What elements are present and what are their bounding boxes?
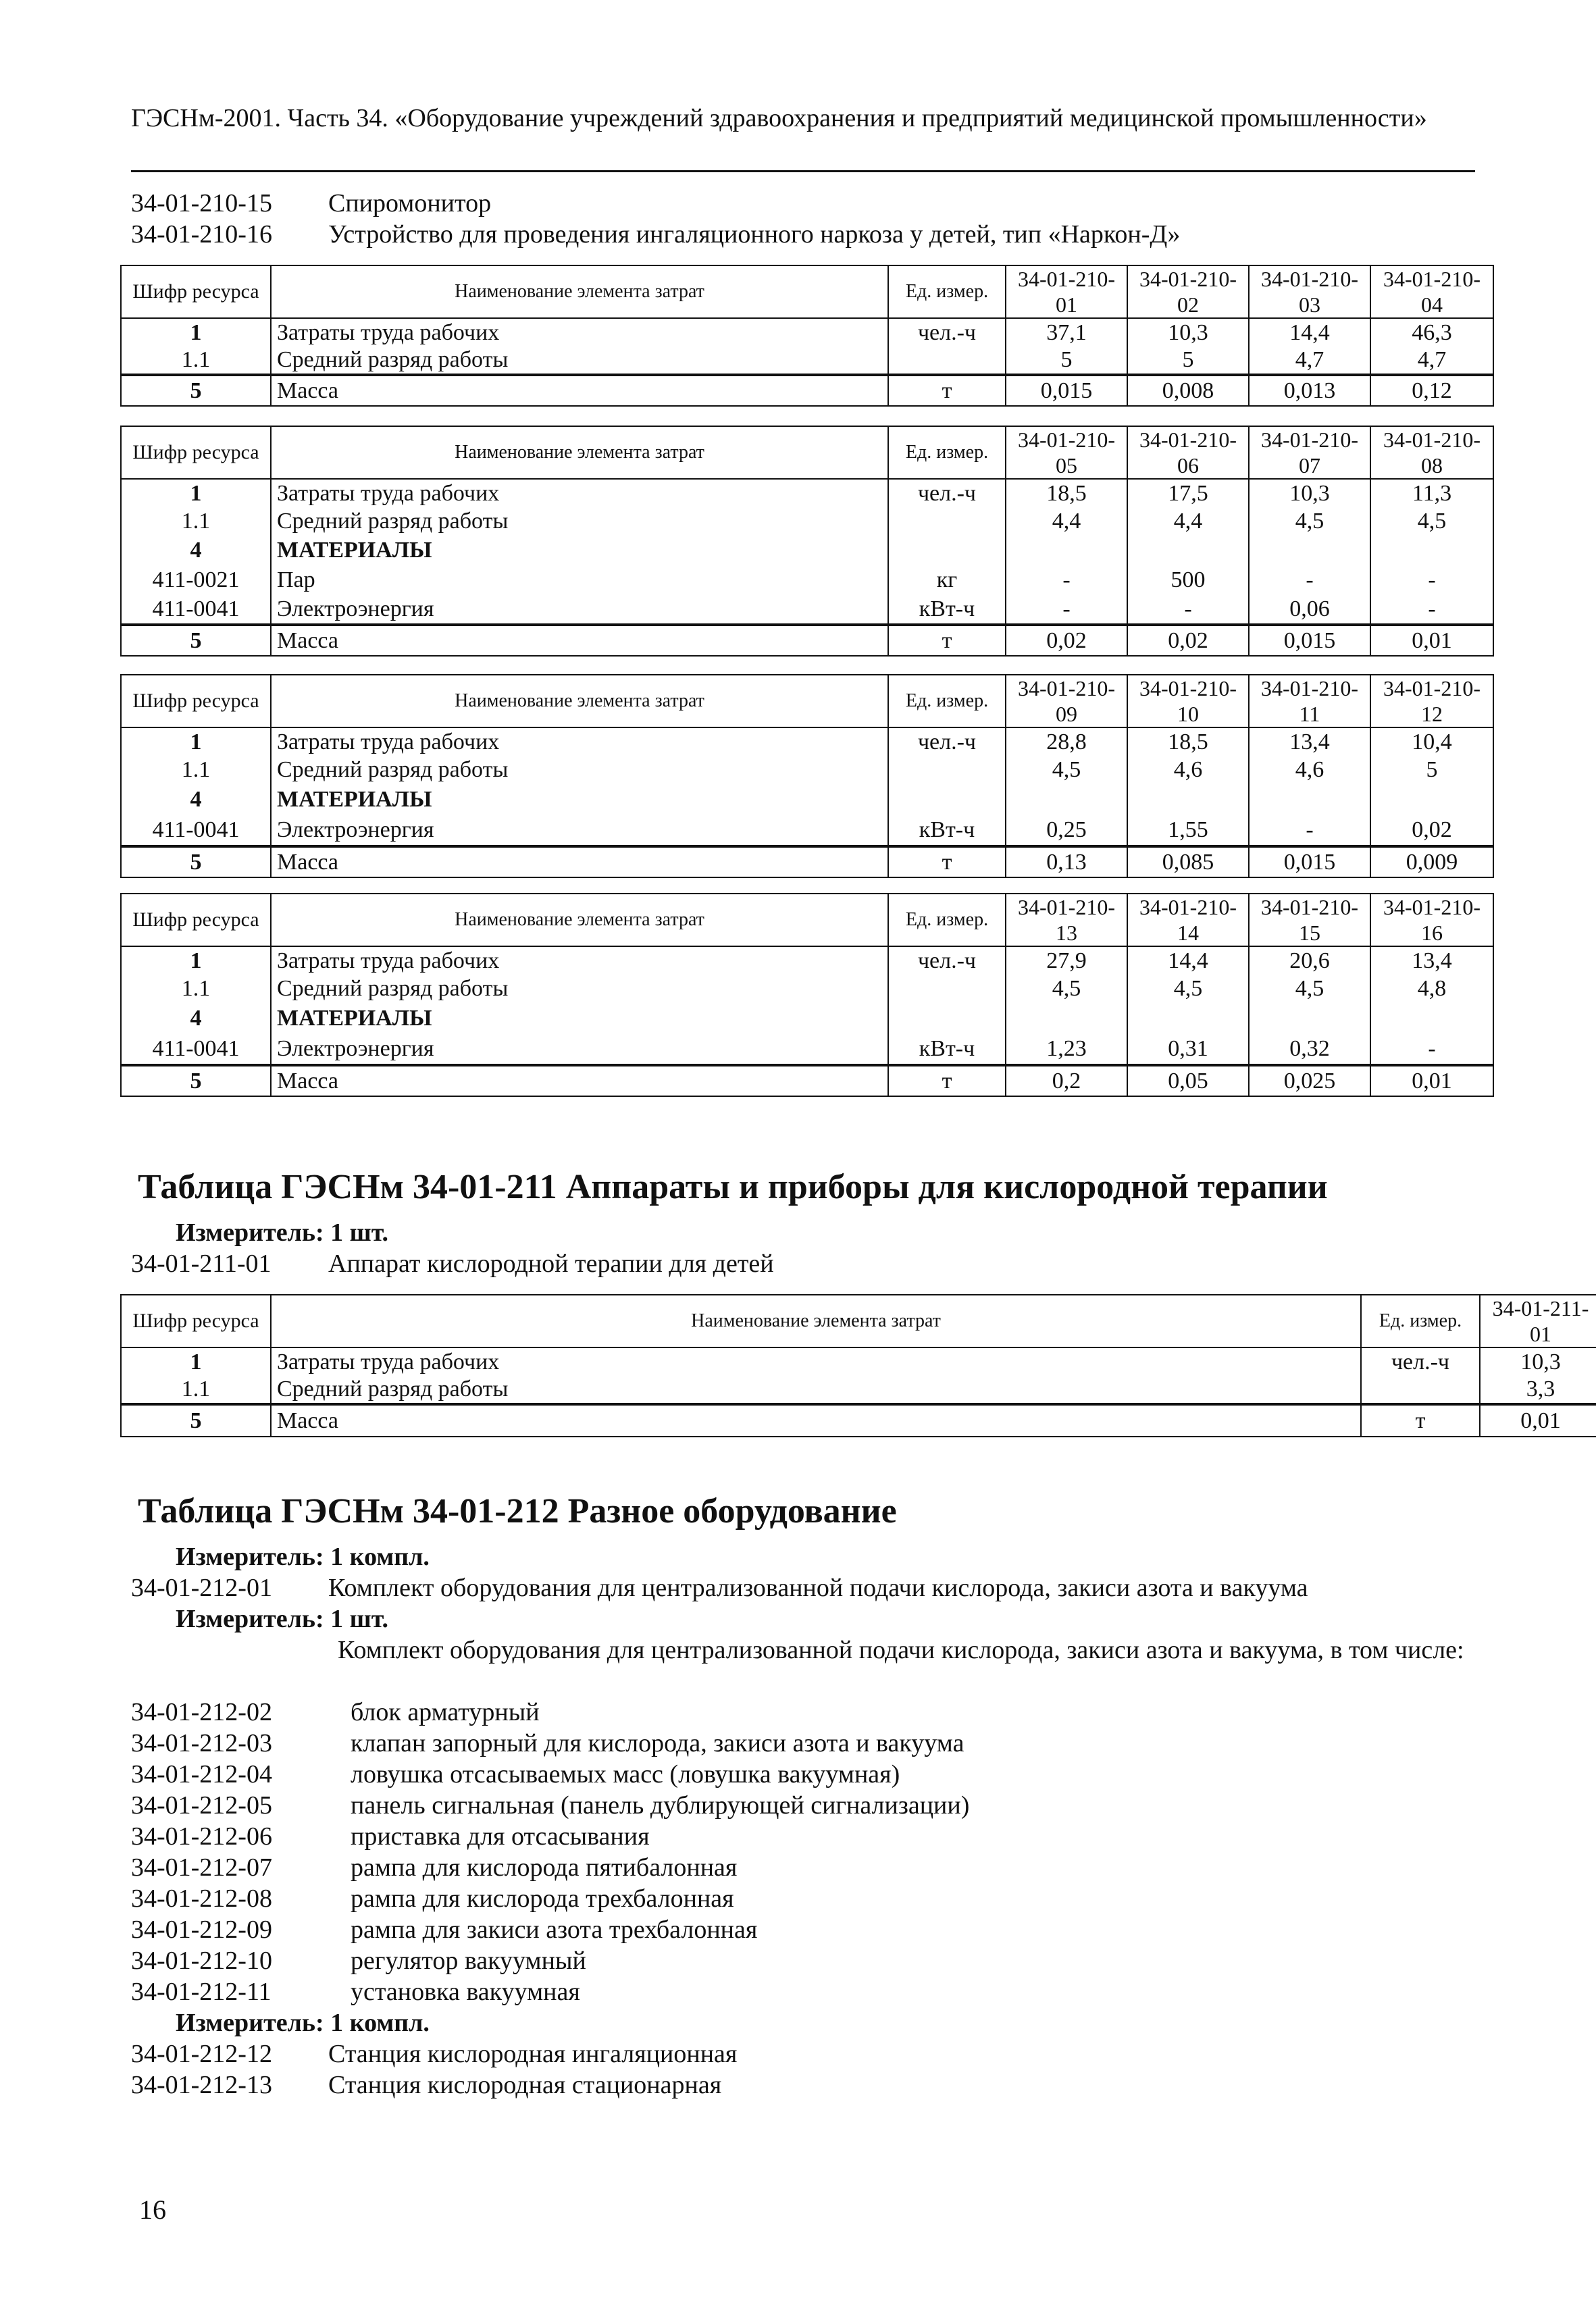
- row-value: 0,015: [1249, 625, 1370, 656]
- unit-header: Ед. измер.: [888, 265, 1006, 318]
- row-value: 13,4: [1249, 727, 1370, 756]
- table-row: [121, 1376, 1596, 1404]
- row-code: 411-0041: [121, 1034, 271, 1065]
- row-name: Электроэнергия: [271, 1034, 888, 1065]
- row-value: [1127, 1003, 1249, 1034]
- row-value: 5: [1127, 346, 1249, 375]
- row-value: 0,01: [1370, 1065, 1493, 1096]
- row-value: 20,6: [1249, 946, 1370, 975]
- cost-name-header: Наименование элемента затрат: [271, 426, 888, 479]
- row-value: 11,3: [1370, 479, 1493, 507]
- norm-code-header: 34-01-210-15: [1249, 894, 1370, 946]
- row-code: 411-0041: [121, 595, 271, 625]
- row-value: 0,01: [1480, 1404, 1596, 1437]
- item-code: 34-01-212-01: [131, 1574, 272, 1602]
- table-row: [121, 595, 1493, 625]
- row-code: 1: [121, 479, 271, 507]
- row-value: 4,4: [1006, 507, 1127, 536]
- item-code: 34-01-212-05: [131, 1791, 272, 1820]
- item-name: установка вакуумная: [351, 1978, 580, 2006]
- table-row: [121, 507, 1493, 536]
- item-code: 34-01-210-16: [131, 220, 272, 249]
- row-name: Средний разряд работы: [271, 756, 888, 784]
- row-unit: [888, 536, 1006, 565]
- measure-unit: Измеритель: 1 шт.: [176, 1218, 389, 1247]
- row-value: [1370, 784, 1493, 815]
- row-code: 5: [121, 625, 271, 656]
- table-header-row: [121, 1295, 1596, 1347]
- row-value: -: [1370, 595, 1493, 625]
- table-row: [121, 536, 1493, 565]
- row-value: 4,7: [1249, 346, 1370, 375]
- row-code: 1.1: [121, 346, 271, 375]
- res-code-header: Шифр ресурса: [121, 894, 271, 946]
- row-value: [1370, 1003, 1493, 1034]
- norm-code-header: 34-01-211-01: [1480, 1295, 1596, 1347]
- row-code: 1: [121, 946, 271, 975]
- item-line: [131, 1572, 1308, 1603]
- row-value: 0,31: [1127, 1034, 1249, 1065]
- row-unit: [888, 784, 1006, 815]
- table-row: [121, 1003, 1493, 1034]
- row-value: 10,3: [1249, 479, 1370, 507]
- row-name: Масса: [271, 625, 888, 656]
- sub-item-line: [131, 1759, 900, 1790]
- row-unit: чел.-ч: [888, 479, 1006, 507]
- row-value: 4,4: [1127, 507, 1249, 536]
- row-value: [1249, 1003, 1370, 1034]
- table-row: [121, 565, 1493, 595]
- row-value: 18,5: [1127, 727, 1249, 756]
- sub-item-line: [131, 1976, 580, 2007]
- item-code: 34-01-212-13: [131, 2071, 272, 2099]
- sub-item-line: [131, 1914, 757, 1945]
- row-value: 4,5: [1127, 975, 1249, 1003]
- row-unit: чел.-ч: [888, 946, 1006, 975]
- sub-item-line: [131, 1883, 734, 1914]
- row-name: Электроэнергия: [271, 595, 888, 625]
- row-value: 0,02: [1370, 815, 1493, 846]
- cost-name-header: Наименование элемента затрат: [271, 675, 888, 727]
- row-value: 0,25: [1006, 815, 1127, 846]
- norm-code-header: 34-01-210-13: [1006, 894, 1127, 946]
- norm-code-header: 34-01-210-14: [1127, 894, 1249, 946]
- res-code-header: Шифр ресурса: [121, 426, 271, 479]
- row-value: [1249, 784, 1370, 815]
- row-unit: чел.-ч: [888, 727, 1006, 756]
- item-line: [131, 1248, 774, 1279]
- row-value: 0,015: [1006, 375, 1127, 406]
- header-divider: [131, 170, 1475, 172]
- row-value: -: [1370, 565, 1493, 595]
- row-value: 0,008: [1127, 375, 1249, 406]
- page-number: 16: [139, 2194, 166, 2225]
- item-name: ловушка отсасываемых масс (ловушка вакуумная): [351, 1760, 900, 1789]
- row-name: Масса: [271, 846, 888, 877]
- item-code: 34-01-212-06: [131, 1822, 272, 1851]
- row-unit: [888, 507, 1006, 536]
- measure-unit: Измеритель: 1 компл.: [176, 2009, 430, 2037]
- item-name: рампа для кислорода трехбалонная: [351, 1884, 734, 1913]
- row-code: 411-0041: [121, 815, 271, 846]
- measure-unit: Измеритель: 1 компл.: [176, 1543, 430, 1571]
- row-value: 0,13: [1006, 846, 1127, 877]
- norm-table-211: [120, 1294, 1596, 1437]
- row-code: 1.1: [121, 756, 271, 784]
- row-value: 1,23: [1006, 1034, 1127, 1065]
- row-code: 411-0021: [121, 565, 271, 595]
- row-name: МАТЕРИАЛЫ: [271, 784, 888, 815]
- row-unit: [888, 1003, 1006, 1034]
- cost-name-header: Наименование элемента затрат: [271, 894, 888, 946]
- row-code: 1.1: [121, 507, 271, 536]
- item-name: Устройство для проведения ингаляционного наркоза у детей, тип «Наркон-Д»: [328, 220, 1181, 249]
- item-name: Комплект оборудования для централизованной подачи кислорода, закиси азота и вакуума: [328, 1574, 1308, 1602]
- item-code: 34-01-212-09: [131, 1916, 272, 1944]
- unit-header: Ед. измер.: [1361, 1295, 1480, 1347]
- sub-item-line: [131, 1852, 737, 1883]
- norm-code-header: 34-01-210-03: [1249, 265, 1370, 318]
- row-value: 13,4: [1370, 946, 1493, 975]
- row-name: Электроэнергия: [271, 815, 888, 846]
- row-unit: т: [1361, 1404, 1480, 1437]
- item-name: рампа для закиси азота трехбалонная: [351, 1916, 758, 1944]
- norm-table-210-05-08: [120, 426, 1494, 657]
- norm-code-header: 34-01-210-02: [1127, 265, 1249, 318]
- row-value: 4,5: [1249, 507, 1370, 536]
- row-value: 0,2: [1006, 1065, 1127, 1096]
- row-code: 1: [121, 1347, 271, 1376]
- row-name: Средний разряд работы: [271, 507, 888, 536]
- row-value: 18,5: [1006, 479, 1127, 507]
- sub-item-line: [131, 1821, 650, 1852]
- item-name: блок арматурный: [351, 1698, 540, 1726]
- item-line: [131, 2069, 721, 2101]
- table-row: [121, 346, 1493, 375]
- row-unit: [1361, 1376, 1480, 1404]
- row-value: 14,4: [1249, 318, 1370, 346]
- item-line: [131, 2038, 737, 2069]
- row-unit: чел.-ч: [1361, 1347, 1480, 1376]
- row-value: 10,3: [1127, 318, 1249, 346]
- row-name: Масса: [271, 1404, 1361, 1437]
- row-value: 28,8: [1006, 727, 1127, 756]
- item-code: 34-01-212-08: [131, 1884, 272, 1913]
- table-header-row: [121, 265, 1493, 318]
- res-code-header: Шифр ресурса: [121, 265, 271, 318]
- row-code: 5: [121, 1404, 271, 1437]
- sub-item-line: [131, 1945, 586, 1976]
- row-name: Масса: [271, 1065, 888, 1096]
- row-value: 5: [1006, 346, 1127, 375]
- item-name: рампа для кислорода пятибалонная: [351, 1853, 738, 1882]
- row-value: [1127, 784, 1249, 815]
- measure-unit: Измеритель: 1 шт.: [176, 1605, 389, 1633]
- table-row-mass: [121, 375, 1493, 406]
- row-unit: кВт-ч: [888, 815, 1006, 846]
- row-value: 37,1: [1006, 318, 1127, 346]
- norm-code-header: 34-01-210-16: [1370, 894, 1493, 946]
- norm-table-210-01-04: [120, 265, 1494, 407]
- row-name: Пар: [271, 565, 888, 595]
- row-value: -: [1249, 815, 1370, 846]
- row-unit: [888, 975, 1006, 1003]
- row-code: 4: [121, 536, 271, 565]
- row-name: Затраты труда рабочих: [271, 946, 888, 975]
- row-value: 4,5: [1249, 975, 1370, 1003]
- row-unit: т: [888, 846, 1006, 877]
- item-code: 34-01-212-03: [131, 1729, 272, 1757]
- unit-header: Ед. измер.: [888, 426, 1006, 479]
- row-value: 4,6: [1249, 756, 1370, 784]
- row-name: МАТЕРИАЛЫ: [271, 1003, 888, 1034]
- row-code: 5: [121, 1065, 271, 1096]
- row-value: 0,32: [1249, 1034, 1370, 1065]
- norm-code-header: 34-01-210-09: [1006, 675, 1127, 727]
- item-line: [131, 188, 491, 219]
- table-row-mass: [121, 846, 1493, 877]
- row-value: [1006, 536, 1127, 565]
- row-unit: чел.-ч: [888, 318, 1006, 346]
- row-value: 4,6: [1127, 756, 1249, 784]
- item-code: 34-01-212-11: [131, 1978, 272, 2006]
- row-value: 0,025: [1249, 1065, 1370, 1096]
- table-header-row: [121, 426, 1493, 479]
- row-code: 1.1: [121, 975, 271, 1003]
- item-code: 34-01-212-04: [131, 1760, 272, 1789]
- unit-header: Ед. измер.: [888, 675, 1006, 727]
- row-unit: т: [888, 1065, 1006, 1096]
- norm-code-header: 34-01-210-07: [1249, 426, 1370, 479]
- row-value: 10,3: [1480, 1347, 1596, 1376]
- table-row-mass: [121, 1404, 1596, 1437]
- item-name: клапан запорный для кислорода, закиси азота и вакуума: [351, 1729, 964, 1757]
- group-description: Комплект оборудования для централизованной подачи кислорода, закиси азота и вакуума, в том числе:: [338, 1636, 1464, 1664]
- sub-item-line: [131, 1728, 964, 1759]
- row-value: -: [1006, 595, 1127, 625]
- row-code: 1: [121, 727, 271, 756]
- row-unit: т: [888, 375, 1006, 406]
- row-name: Затраты труда рабочих: [271, 727, 888, 756]
- row-value: [1249, 536, 1370, 565]
- row-value: [1006, 784, 1127, 815]
- res-code-header: Шифр ресурса: [121, 1295, 271, 1347]
- item-code: 34-01-212-12: [131, 2040, 272, 2068]
- norm-code-header: 34-01-210-05: [1006, 426, 1127, 479]
- norm-code-header: 34-01-210-04: [1370, 265, 1493, 318]
- item-name: приставка для отсасывания: [351, 1822, 650, 1851]
- table-row: [121, 479, 1493, 507]
- row-code: 1.1: [121, 1376, 271, 1404]
- item-name: Станция кислородная ингаляционная: [328, 2040, 738, 2068]
- row-value: [1127, 536, 1249, 565]
- item-name: регулятор вакуумный: [351, 1947, 586, 1975]
- row-code: 4: [121, 784, 271, 815]
- row-value: 4,5: [1370, 507, 1493, 536]
- row-code: 1: [121, 318, 271, 346]
- item-name: Станция кислородная стационарная: [328, 2071, 722, 2099]
- row-name: Затраты труда рабочих: [271, 318, 888, 346]
- sub-item-line: [131, 1790, 969, 1821]
- row-name: Средний разряд работы: [271, 346, 888, 375]
- row-value: 0,013: [1249, 375, 1370, 406]
- item-code: 34-01-212-07: [131, 1853, 272, 1882]
- row-value: 4,8: [1370, 975, 1493, 1003]
- cost-name-header: Наименование элемента затрат: [271, 265, 888, 318]
- cost-name-header: Наименование элемента затрат: [271, 1295, 1361, 1347]
- row-name: Средний разряд работы: [271, 975, 888, 1003]
- row-value: [1006, 1003, 1127, 1034]
- row-unit: кВт-ч: [888, 1034, 1006, 1065]
- row-value: -: [1249, 565, 1370, 595]
- table-row: [121, 784, 1493, 815]
- row-name: Средний разряд работы: [271, 1376, 1361, 1404]
- sub-item-line: [131, 1697, 540, 1728]
- table-header-row: [121, 894, 1493, 946]
- row-unit: кг: [888, 565, 1006, 595]
- item-name: панель сигнальная (панель дублирующей сигнализации): [351, 1791, 970, 1820]
- table-row: [121, 975, 1493, 1003]
- row-value: 500: [1127, 565, 1249, 595]
- row-value: 4,7: [1370, 346, 1493, 375]
- table-212-title: Таблица ГЭСНм 34-01-212 Разное оборудование: [138, 1492, 897, 1531]
- norm-code-header: 34-01-210-06: [1127, 426, 1249, 479]
- row-value: -: [1127, 595, 1249, 625]
- norm-table-210-13-16: [120, 893, 1494, 1097]
- norm-table-210-09-12: [120, 674, 1494, 878]
- row-code: 5: [121, 375, 271, 406]
- table-row: [121, 318, 1493, 346]
- item-code: 34-01-211-01: [131, 1250, 272, 1278]
- row-name: Затраты труда рабочих: [271, 1347, 1361, 1376]
- item-name: Спиромонитор: [328, 189, 492, 217]
- table-row: [121, 1034, 1493, 1065]
- row-value: 5: [1370, 756, 1493, 784]
- row-value: 17,5: [1127, 479, 1249, 507]
- table-row: [121, 756, 1493, 784]
- page-header: ГЭСНм-2001. Часть 34. «Оборудование учреждений здравоохранения и предприятий медицинской промышленности»: [131, 104, 1427, 132]
- row-value: 0,01: [1370, 625, 1493, 656]
- table-header-row: [121, 675, 1493, 727]
- row-value: -: [1370, 1034, 1493, 1065]
- row-value: 0,009: [1370, 846, 1493, 877]
- row-value: 0,015: [1249, 846, 1370, 877]
- row-value: 14,4: [1127, 946, 1249, 975]
- row-value: 4,5: [1006, 975, 1127, 1003]
- table-row: [121, 946, 1493, 975]
- row-value: 27,9: [1006, 946, 1127, 975]
- norm-code-header: 34-01-210-08: [1370, 426, 1493, 479]
- row-value: -: [1006, 565, 1127, 595]
- norm-code-header: 34-01-210-11: [1249, 675, 1370, 727]
- table-row: [121, 727, 1493, 756]
- table-row: [121, 1347, 1596, 1376]
- row-value: 0,06: [1249, 595, 1370, 625]
- item-code: 34-01-210-15: [131, 189, 272, 217]
- row-value: 3,3: [1480, 1376, 1596, 1404]
- table-211-title: Таблица ГЭСНм 34-01-211 Аппараты и приборы для кислородной терапии: [138, 1168, 1328, 1206]
- norm-code-header: 34-01-210-01: [1006, 265, 1127, 318]
- row-value: 0,02: [1127, 625, 1249, 656]
- row-unit: [888, 346, 1006, 375]
- row-name: МАТЕРИАЛЫ: [271, 536, 888, 565]
- row-code: 4: [121, 1003, 271, 1034]
- row-unit: [888, 756, 1006, 784]
- unit-header: Ед. измер.: [888, 894, 1006, 946]
- norm-code-header: 34-01-210-10: [1127, 675, 1249, 727]
- res-code-header: Шифр ресурса: [121, 675, 271, 727]
- row-value: 0,12: [1370, 375, 1493, 406]
- row-value: 0,02: [1006, 625, 1127, 656]
- row-value: 1,55: [1127, 815, 1249, 846]
- row-name: Масса: [271, 375, 888, 406]
- row-code: 5: [121, 846, 271, 877]
- table-row-mass: [121, 1065, 1493, 1096]
- table-row: [121, 815, 1493, 846]
- item-line: [131, 219, 1180, 250]
- table-row-mass: [121, 625, 1493, 656]
- norm-code-header: 34-01-210-12: [1370, 675, 1493, 727]
- row-value: 0,085: [1127, 846, 1249, 877]
- item-code: 34-01-212-10: [131, 1947, 272, 1975]
- row-unit: т: [888, 625, 1006, 656]
- item-code: 34-01-212-02: [131, 1698, 272, 1726]
- row-value: 10,4: [1370, 727, 1493, 756]
- row-unit: кВт-ч: [888, 595, 1006, 625]
- row-name: Затраты труда рабочих: [271, 479, 888, 507]
- item-name: Аппарат кислородной терапии для детей: [328, 1250, 774, 1278]
- row-value: 46,3: [1370, 318, 1493, 346]
- row-value: [1370, 536, 1493, 565]
- row-value: 4,5: [1006, 756, 1127, 784]
- row-value: 0,05: [1127, 1065, 1249, 1096]
